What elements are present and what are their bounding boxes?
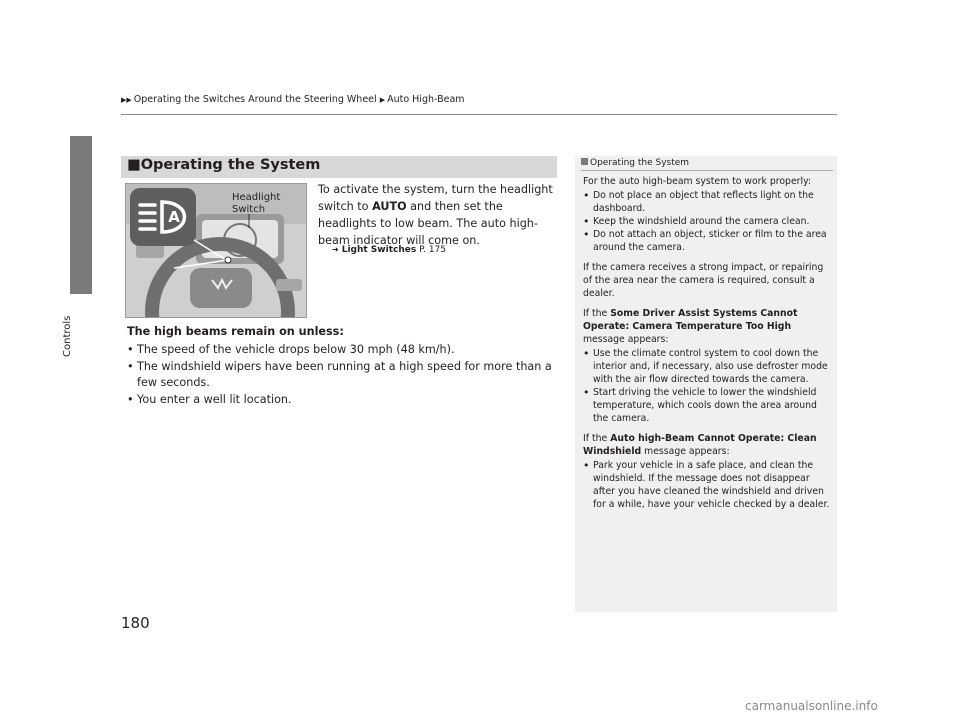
page-number: 180	[121, 614, 150, 632]
note-intro: For the auto high-beam system to work properly:	[583, 176, 812, 187]
note-list	[583, 459, 831, 511]
chapter-tab	[70, 136, 92, 294]
list-item: • Use the climate control system to cool down the interior and, if necessary, also use defroster mode with the air flow directed towards the camera.	[583, 347, 831, 386]
side-note-divider	[581, 170, 833, 171]
note-list	[583, 347, 831, 425]
reference-arrow-icon: ➜	[332, 245, 339, 254]
conditions-list	[127, 342, 557, 408]
list-item: • You enter a well lit location.	[127, 392, 557, 409]
breadcrumb-arrow-icon: ▶▶	[121, 96, 132, 104]
list-item: • Start driving the vehicle to lower the windshield temperature, which cools down the area around the camera.	[583, 386, 831, 425]
list-item: • The windshield wipers have been running at a high speed for more than a few seconds.	[127, 359, 557, 392]
intro-paragraph: To activate the system, turn the headlight switch to AUTO and then set the headlights to low beam. The auto high-beam indicator will come on.	[318, 183, 553, 247]
note-flag-icon	[581, 158, 588, 165]
list-item: • Do not place an object that reflects light on the dashboard.	[583, 189, 831, 215]
list-item: • Do not attach an object, sticker or film to the area around the camera.	[583, 228, 831, 254]
header-divider	[121, 114, 837, 115]
chapter-label: Controls	[62, 315, 73, 357]
side-note-heading: Operating the System	[581, 158, 689, 168]
breadcrumb-item: Auto High-Beam	[387, 94, 465, 105]
note-message-2: If the Auto high-Beam Cannot Operate: Clean Windshield message appears:	[583, 433, 817, 457]
breadcrumb-arrow-icon: ▶	[379, 96, 386, 104]
watermark: carmanualsonline.info	[745, 699, 878, 713]
conditions-heading: The high beams remain on unless:	[127, 325, 344, 338]
note-message-1: If the Some Driver Assist Systems Cannot Operate: Camera Temperature Too High message appears:	[583, 308, 798, 345]
list-item: • The speed of the vehicle drops below 30 mph (48 km/h).	[127, 342, 557, 359]
cross-reference-link[interactable]: ➜ Light Switches P. 175	[332, 245, 447, 255]
list-item: • Keep the windshield around the camera clean.	[583, 215, 831, 228]
note-list	[583, 189, 831, 254]
breadcrumb-item: Operating the Switches Around the Steering Wheel	[133, 94, 377, 105]
note-impact: If the camera receives a strong impact, or repairing of the area near the camera is required, consult a dealer.	[583, 262, 824, 299]
list-item: • Park your vehicle in a safe place, and clean the windshield. If the message does not disappear after you have cleaned the windshield and driven for a while, have your vehicle checked by a dealer.	[583, 459, 831, 511]
headlight-switch-callout: Headlight Switch	[232, 192, 281, 215]
side-note-body	[583, 175, 831, 518]
section-title: ■Operating the System	[127, 157, 321, 173]
breadcrumb	[121, 94, 465, 105]
svg-text:A: A	[168, 208, 180, 226]
